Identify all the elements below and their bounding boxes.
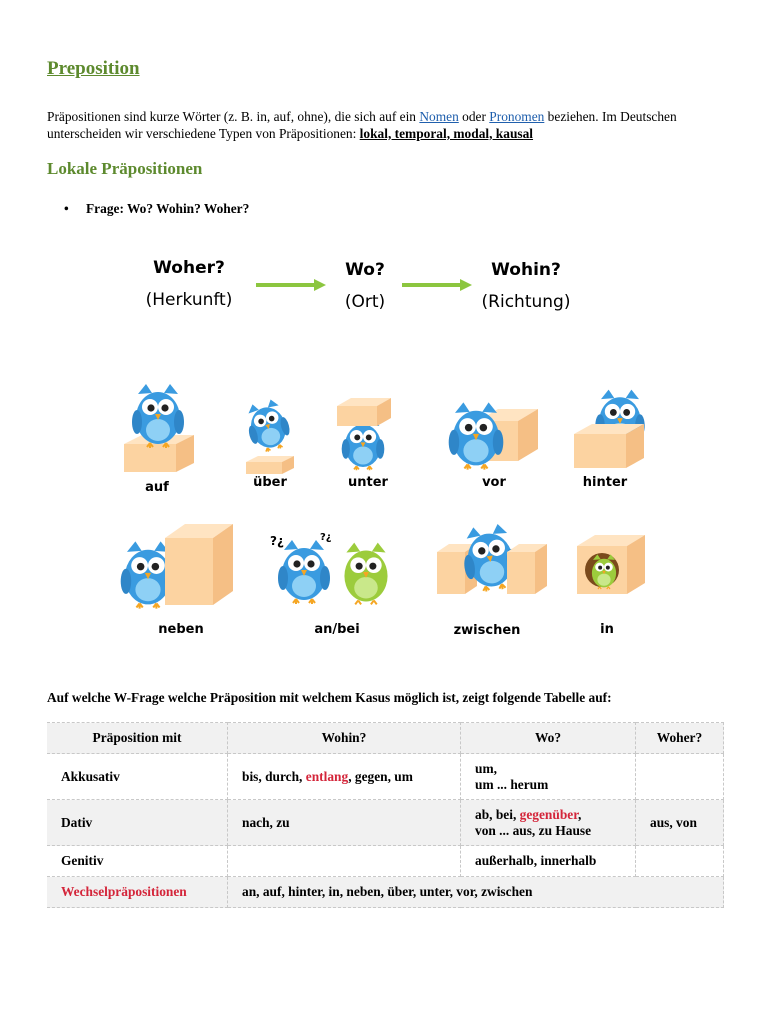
col-header-woher: Woher? [636, 723, 724, 754]
arrow-right-icon [402, 279, 472, 291]
highlight-entlang: entlang [305, 768, 349, 784]
cell-genitiv-wohin [228, 846, 461, 877]
cell-genitiv-woher [636, 846, 724, 877]
col-header-wohin: Wohin? [228, 723, 461, 754]
cell-wechsel-list: an, auf, hinter, in, neben, über, unter, vor, zwischen [228, 877, 724, 908]
case-dativ: Dativ [47, 800, 228, 846]
col-header-wo: Wo? [461, 723, 636, 754]
case-genitiv: Genitiv [47, 846, 228, 877]
cell-genitiv-wo: außerhalb, innerhalb [461, 846, 636, 877]
flow-meaning-richtung: (Richtung) [481, 292, 571, 312]
intro-text-3: beziehen. Im Deutschen unterscheiden wir verschiedene Typen von Präpositionen: [47, 109, 677, 141]
illustration-label-unter: unter [348, 475, 388, 490]
highlight-gegenueber: gegenüber [519, 806, 578, 822]
illustration-label-an-bei: an/bei [314, 622, 360, 637]
arrow-right-icon [256, 279, 326, 291]
preposition-types: lokal, temporal, modal, kausal [359, 125, 534, 141]
table-row-genitiv [47, 846, 724, 877]
bullet-text: Frage: Wo? Wohin? Woher? [86, 201, 250, 216]
box-icon [337, 398, 391, 426]
illustration-in [577, 535, 645, 594]
box-icon [165, 524, 233, 605]
flow-meaning-ort: (Ort) [344, 292, 386, 312]
text: von ... aus, zu Hause [475, 822, 592, 838]
cell-akkusativ-woher [636, 754, 724, 800]
text: , [577, 806, 582, 822]
bullet-dot-icon: • [64, 201, 69, 216]
illustration-unter [337, 398, 391, 470]
case-wechselpraepositionen: Wechselpräpositionen [47, 877, 228, 908]
illustration-label-vor: vor [482, 475, 506, 490]
bullet-question [64, 201, 249, 217]
illustration-label-zwischen: zwischen [453, 623, 521, 638]
table-row-dativ [47, 800, 724, 846]
table-row-wechsel [47, 877, 724, 908]
illustration-label-neben: neben [158, 622, 204, 637]
owl-icon [278, 540, 330, 604]
direction-flow-diagram [0, 240, 768, 340]
cell-dativ-woher: aus, von [636, 800, 724, 846]
table-row-akkusativ [47, 754, 724, 800]
owl-icon [242, 397, 294, 456]
flow-question-wohin: Wohin? [491, 260, 561, 280]
flow-question-wo: Wo? [345, 260, 385, 280]
illustration-label-ueber: über [253, 475, 287, 490]
illustration-label-auf: auf [145, 480, 169, 495]
text: bis, durch, [242, 768, 306, 784]
illustration-hinter [574, 390, 645, 468]
text-line [475, 807, 621, 823]
illustration-zwischen [437, 522, 547, 594]
preposition-case-table [47, 722, 724, 908]
page-title: Preposition [47, 58, 140, 79]
box-icon [246, 456, 294, 474]
flow-question-woher: Woher? [153, 258, 225, 278]
link-pronomen[interactable]: Pronomen [489, 109, 545, 124]
owl-icon [344, 543, 387, 605]
case-akkusativ: Akkusativ [47, 754, 228, 800]
cell-dativ-wo [461, 800, 636, 846]
intro-paragraph [47, 109, 727, 142]
question-marks-icon: ?¿ [320, 532, 332, 543]
cell-akkusativ-wohin [228, 754, 461, 800]
illustration-ueber [242, 397, 294, 474]
illustration-neben [121, 524, 233, 609]
intro-text-2: oder [458, 109, 490, 124]
cell-dativ-wohin: nach, zu [228, 800, 461, 846]
text: um, [475, 760, 497, 776]
illustration-label-hinter: hinter [582, 475, 628, 490]
section-title-lokale: Lokale Präpositionen [47, 159, 203, 178]
table-header-row [47, 723, 724, 754]
box-icon [574, 424, 644, 468]
preposition-illustrations [0, 380, 768, 650]
illustration-label-in: in [600, 622, 614, 637]
text: um ... herum [475, 776, 549, 792]
illustration-vor [449, 402, 538, 469]
illustration-auf [124, 384, 194, 472]
question-marks-icon: ?¿ [270, 534, 284, 548]
intro-text-1: Präpositionen sind kurze Wörter (z. B. in, auf, ohne), die sich auf ein [47, 109, 420, 124]
box-icon [507, 544, 547, 594]
table-intro: Auf welche W-Frage welche Präposition mit welchem Kasus möglich ist, zeigt folgende Tabelle auf: [47, 690, 612, 705]
illustration-an-bei [270, 532, 388, 604]
text: , gegen, um [348, 768, 413, 784]
link-nomen[interactable]: Nomen [419, 109, 459, 124]
text: ab, bei, [475, 806, 520, 822]
cell-akkusativ-wo [461, 754, 636, 800]
flow-meaning-herkunft: (Herkunft) [145, 290, 233, 310]
col-header-praeposition: Präposition mit [47, 723, 228, 754]
